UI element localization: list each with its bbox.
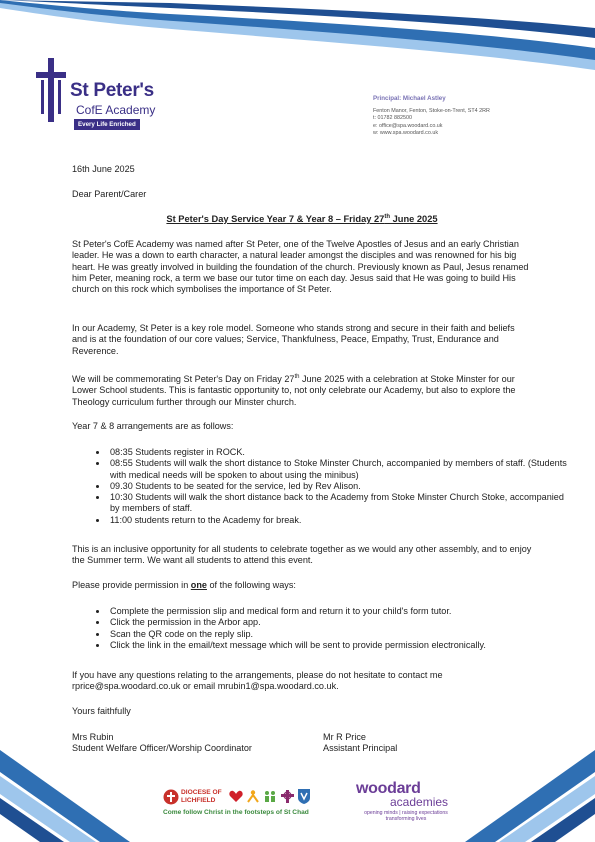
paragraph-commemoration	[72, 372, 532, 408]
letter-title	[72, 214, 532, 224]
cross-icon	[36, 58, 66, 122]
commemoration-a: We will be commemorating St Peter's Day on Friday 27	[72, 374, 295, 385]
diocese-logo	[163, 789, 333, 821]
permission-intro	[72, 580, 296, 591]
permission-list	[72, 606, 568, 651]
signatory-1-name: Mrs Rubin	[72, 732, 114, 742]
diocese-tagline: Come follow Christ in the footsteps of St Chad	[163, 809, 309, 816]
commemoration-b: June 2025 with a celebration at Stoke Minster for our Lower School students. This is fantastic opportunity to, not only celebrate our Academy, but also to explore the Theology curriculum further through our Minster church.	[72, 374, 516, 407]
list-item: • Click the link in the email/text message which will be sent to provide permission electronically.	[108, 640, 568, 651]
list-item: • 10:30 Students will walk the short distance back to the Academy from Stoke Minster Church Stoke, accompanied by members of staff.	[108, 492, 568, 515]
woodard-tagline-1: opening minds | raising expectations	[364, 810, 448, 816]
questions-line-2: rprice@spa.woodard.co.uk or email mrubin1@spa.woodard.co.uk.	[72, 681, 339, 691]
questions-line-1: If you have any questions relating to the arrangements, please do not hesitate to contact me	[72, 670, 443, 680]
contact-block	[373, 95, 573, 137]
list-item: • 11:00 students return to the Academy for break.	[108, 515, 568, 526]
woodard-logo	[356, 780, 466, 824]
diocese-line-1: DIOCESE OF	[181, 789, 222, 796]
contact-address: Fenton Manor, Fenton, Stoke-on-Trent, ST4 2RR	[373, 108, 490, 115]
celtic-cross-icon	[281, 790, 294, 803]
letter-salutation: Dear Parent/Carer	[72, 189, 147, 199]
list-item: • Scan the QR code on the reply slip.	[108, 629, 568, 640]
signatory-1-role: Student Welfare Officer/Worship Coordinator	[72, 743, 252, 753]
letter-title-main: St Peter's Day Service Year 7 & Year 8 – Friday 27	[166, 214, 385, 225]
list-item: • 09.30 Students to be seated for the service, led by Rev Alison.	[108, 481, 568, 492]
list-item: • 08:55 Students will walk the short distance to Stoke Minster Church, accompanied by members of staff. (Students with medical needs will be spoken to about using the minibus)	[108, 458, 568, 481]
list-item: • Click the permission in the Arbor app.	[108, 617, 568, 628]
arrangements-list	[72, 447, 568, 526]
woodard-name: woodard	[356, 780, 421, 797]
permission-intro-one: one	[190, 580, 207, 590]
letter-date: 16th June 2025	[72, 164, 135, 174]
paragraph-inclusive: This is an inclusive opportunity for all students to celebrate together as we would any other assembly, and to enjoy the Summer term. We want all students to attend this event.	[72, 544, 532, 566]
letter-title-sup: th	[384, 214, 391, 220]
diocese-name	[181, 789, 222, 804]
paragraph-history: St Peter's CofE Academy was named after St Peter, one of the Twelve Apostles of Jesus and an early Christian leader. He was a down to earth character, a natural leader amongst the disciples and was renowned for his big heart. He was greatly involved in building the foundation of the church. Previously known as Paul, Jesus renamed him Peter, meaning rock, a term we base our tutor time on each day. Jesus said that He was going to build His church on this rock which symbolises the importance of St Peter.	[72, 239, 529, 295]
principal-name: Principal: Michael Astley	[373, 95, 446, 102]
woodard-tagline-2: transforming lives	[385, 816, 427, 823]
list-item: • 08:35 Students register in ROCK.	[108, 447, 568, 458]
diocese-line-2: LICHFIELD	[181, 796, 216, 804]
school-logo	[36, 58, 166, 130]
signatory-2-name: Mr R Price	[323, 732, 366, 742]
signatory-2-role: Assistant Principal	[323, 743, 398, 753]
woodard-tagline	[358, 810, 454, 822]
arrangements-intro: Year 7 & 8 arrangements are as follows:	[72, 421, 234, 431]
school-name: St Peter's	[70, 80, 154, 101]
chad-emblem-icon	[297, 789, 311, 804]
people-icon	[263, 790, 277, 803]
woodard-subtitle: academies	[390, 795, 449, 809]
closing: Yours faithfully	[72, 706, 131, 716]
permission-intro-b: of the following ways:	[206, 580, 296, 590]
contact-phone: t: 01782 882500	[373, 115, 412, 122]
permission-intro-a: Please provide permission in	[72, 580, 191, 590]
contact-email: e: office@spa.woodard.co.uk	[373, 122, 443, 129]
diocese-emblem-icon	[163, 789, 179, 805]
list-item: • Complete the permission slip and medical form and return it to your child's form tutor.	[108, 606, 568, 617]
letter-title-end: June 2025	[390, 214, 438, 225]
paragraph-role-model: In our Academy, St Peter is a key role model. Someone who stands strong and secure in their faith and beliefs and is at the foundation of our core values; Service, Thankfulness, Peace, Empathy, Trust, Endurance and Reverence.	[72, 323, 515, 356]
commemoration-sup: th	[294, 374, 300, 380]
school-subtitle: CofE Academy	[76, 103, 156, 117]
figure-icon	[247, 790, 259, 803]
contact-website: w: www.spa.woodard.co.uk	[373, 129, 439, 136]
school-tagline: Every Life Enriched	[74, 119, 140, 130]
heart-icon	[229, 790, 243, 803]
